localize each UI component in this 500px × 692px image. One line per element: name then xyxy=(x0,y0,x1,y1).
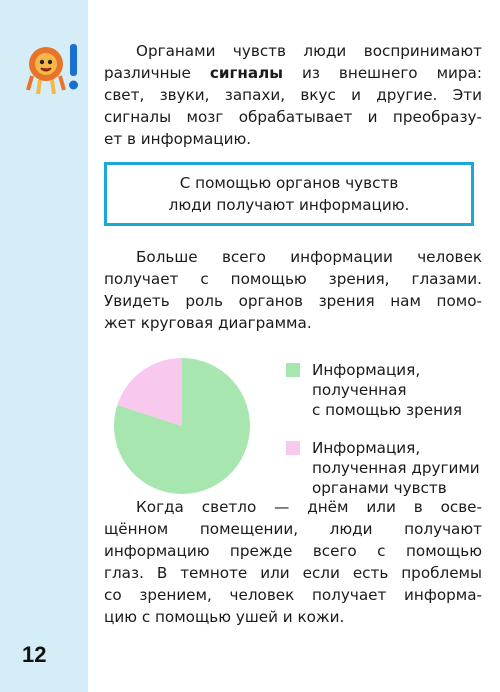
text-line: Увидеть роль органов зрения нам помо- xyxy=(104,292,482,310)
chart-legend xyxy=(286,360,496,516)
text-line: со зрением, человек получает информа- xyxy=(104,586,482,604)
legend-swatch-other-senses xyxy=(286,441,300,455)
legend-item-vision xyxy=(286,360,496,420)
paragraph-light-dark xyxy=(104,496,482,628)
legend-label-line: Информация, xyxy=(312,361,421,379)
text-line xyxy=(104,62,482,84)
key-statement-line: люди получают информацию. xyxy=(168,196,410,214)
left-margin-band xyxy=(0,0,88,692)
paragraph-vision-role xyxy=(104,246,482,334)
legend-label-line: Информация, xyxy=(312,439,421,457)
text-line: ет в информацию. xyxy=(104,130,252,148)
text-line: сигналы мозг обрабатывает и преобразу- xyxy=(104,108,482,126)
legend-item-other-senses xyxy=(286,438,496,498)
text-line: цию с помощью ушей и кожи. xyxy=(104,608,345,626)
pie-chart xyxy=(112,356,252,496)
legend-label-line: органами чувств xyxy=(312,479,447,497)
text-fragment: различные xyxy=(104,64,210,82)
text-line: Когда светло — днём или в осве- xyxy=(136,498,482,516)
text-fragment: из внешнего мира: xyxy=(283,64,482,82)
page-number: 12 xyxy=(22,642,47,667)
lion-mascot-icon xyxy=(22,40,82,96)
text-line: Органами чувств люди воспринимают xyxy=(136,42,482,60)
legend-label-line: полученная другими xyxy=(312,459,480,477)
text-line: Больше всего информации человек xyxy=(136,248,482,266)
key-statement-box xyxy=(104,162,474,226)
text-line: щённом помещении, люди получают xyxy=(104,520,482,538)
text-line: глаз. В темноте или если есть проблемы xyxy=(104,564,482,582)
paragraph-senses-signals xyxy=(104,40,482,150)
legend-label-line: с помощью зрения xyxy=(312,401,463,419)
text-line: получает с помощью зрения, глазами. xyxy=(104,270,482,288)
legend-swatch-vision xyxy=(286,363,300,377)
text-line: свет, звуки, запахи, вкус и другие. Эти xyxy=(104,86,482,104)
keyword-signals: сигналы xyxy=(209,64,284,82)
legend-label-line: полученная xyxy=(312,381,407,399)
text-line: жет круговая диаграмма. xyxy=(104,314,312,332)
text-line: информацию прежде всего с помощью xyxy=(104,542,482,560)
key-statement-line: С помощью органов чувств xyxy=(179,174,399,192)
